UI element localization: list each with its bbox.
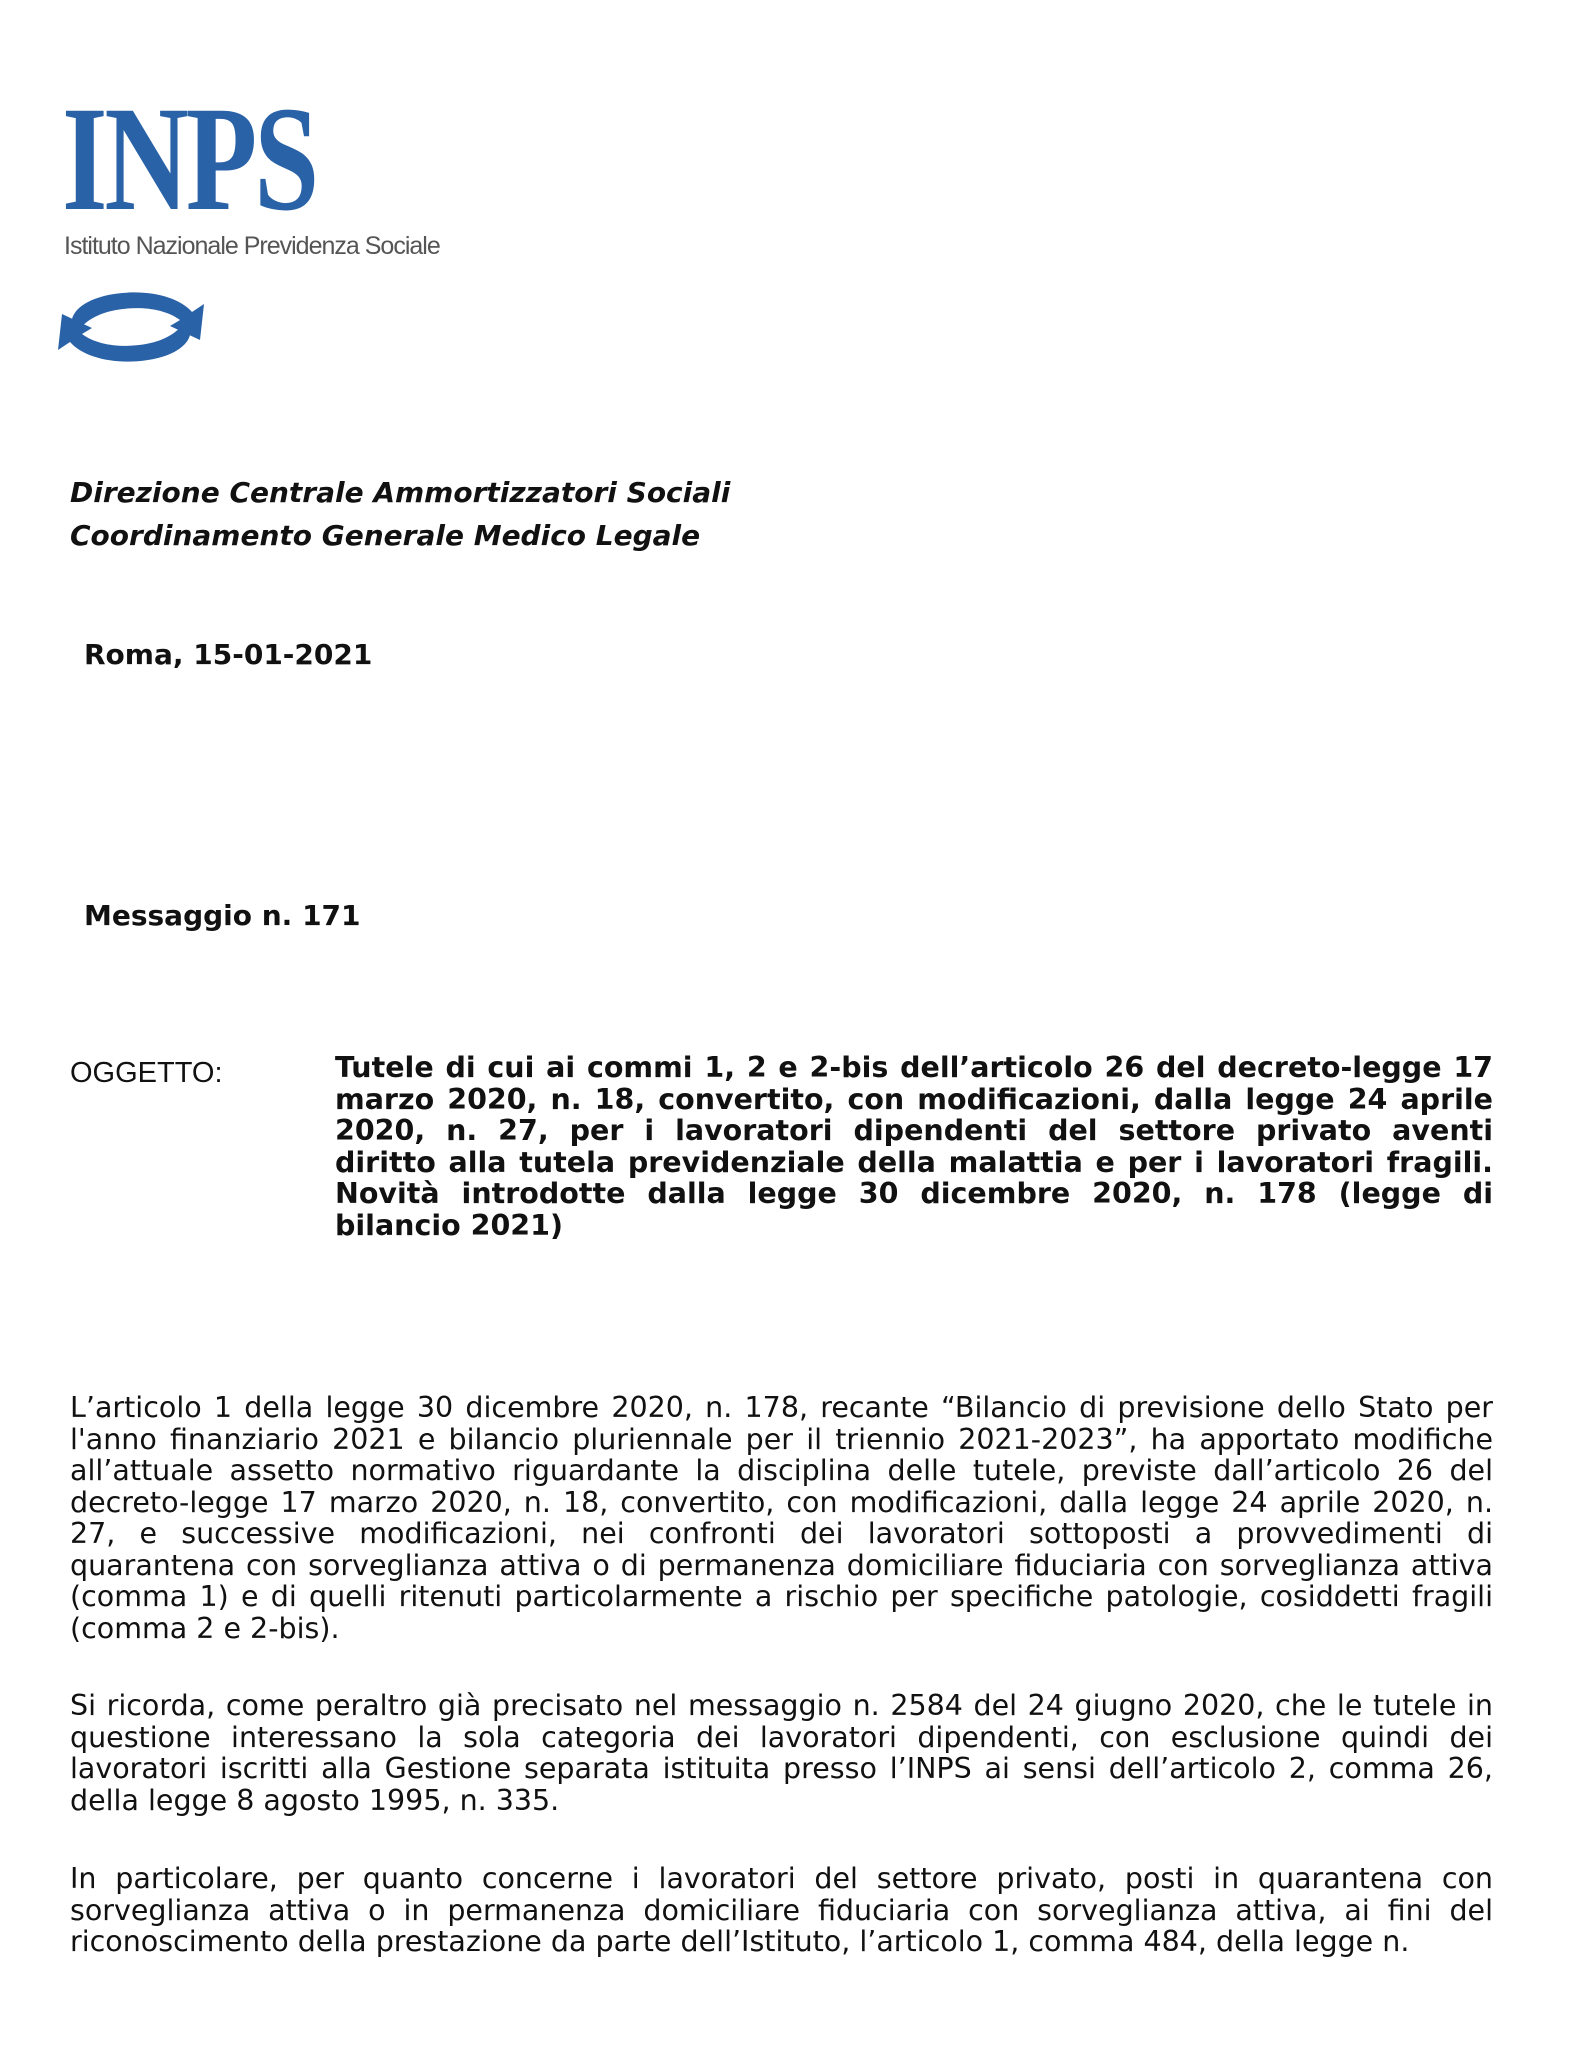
body-paragraph: Si ricorda, come peraltro già precisato nel messaggio n. 2584 del 24 giugno 2020, che le tutele in questione interessano la sola categoria dei lavoratori dipendenti, con esclusione quindi dei lavoratori iscritti alla Gestione separata istituita presso l’INPS ai sensi dell’articolo 2, comma 26, della legge 8 agosto 1995, n. 335.	[70, 1689, 1493, 1817]
inps-logo-subtitle: Istituto Nazionale Previdenza Sociale	[64, 232, 440, 260]
body-paragraph: In particolare, per quanto concerne i lavoratori del settore privato, posti in quarantena con sorveglianza attiva o in permanenza domiciliare fiduciaria con sorveglianza attiva, ai fini del riconoscimento della prestazione da parte dell’Istituto, l’articolo 1, comma 484, della legge n.	[70, 1862, 1493, 1958]
inps-arrows-logo-icon	[46, 282, 216, 372]
subject-label: OGGETTO:	[70, 1057, 223, 1089]
department-name: Coordinamento Generale Medico Legale	[70, 519, 701, 552]
body-paragraph: L’articolo 1 della legge 30 dicembre 2020, n. 178, recante “Bilancio di previsione dello Stato per l'anno finanziario 2021 e bilancio pluriennale per il triennio 2021-2023”, ha apportato modifiche all’attuale assetto normativo riguardante la disciplina delle tutele, previste dall’articolo 26 del decreto-legge 17 marzo 2020, n. 18, convertito, con modificazioni, dalla legge 24 aprile 2020, n. 27, e successive modificazioni, nei confronti dei lavoratori sottoposti a provvedimenti di quarantena con sorveglianza attiva o di permanenza domiciliare fiduciaria con sorveglianza attiva (comma 1) e di quelli ritenuti particolarmente a rischio per specifiche patologie, cosiddetti fragili (comma 2 e 2-bis).	[70, 1391, 1493, 1645]
inps-logo-wordmark: INPS	[62, 76, 317, 242]
message-number: Messaggio n. 171	[84, 899, 361, 932]
subject-text: Tutele di cui ai commi 1, 2 e 2-bis dell’articolo 26 del decreto-legge 17 marzo 2020, n. 18, convertito, con modificazioni, dalla legge 24 aprile 2020, n. 27, per i lavoratori dipendenti del settore privato aventi diritto alla tutela previdenziale della malattia e per i lavoratori fragili. Novità introdotte dalla legge 30 dicembre 2020, n. 178 (legge di bilancio 2021)	[335, 1051, 1493, 1242]
document-date: Roma, 15-01-2021	[84, 638, 373, 671]
department-name: Direzione Centrale Ammortizzatori Sociali	[70, 476, 731, 509]
